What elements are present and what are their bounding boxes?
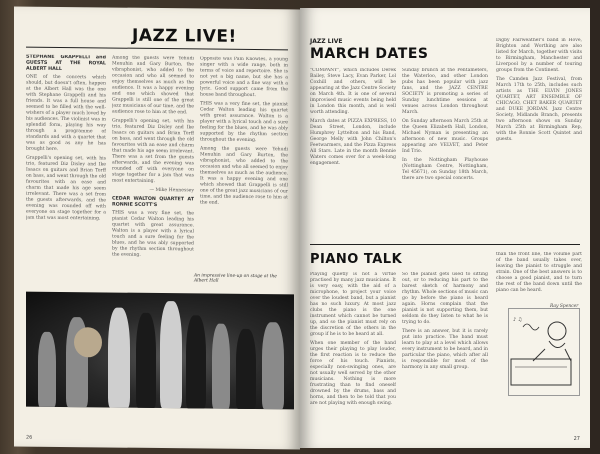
section-heading: CEDAR WALTON QUARTET AT RONNIE SCOTT'S: [112, 196, 194, 209]
paragraph: There is an answer, but it is rarely put into practice. The band must learn to play at a level which allows every instrument to be heard, and in particular the piano, which after all is responsible for most of the harmony in any small group.: [402, 329, 488, 370]
paragraph: On Sunday afternoon March 25th at the Queen Elizabeth Hall, London, Michael Nyman is presenting an afternoon of new music. Groups appearing are VELVET, and Peter Ind Trio.: [402, 119, 488, 154]
paragraph: THIS was a very fine set, the pianist Cedar Walton leading his quartet with great assurance. Walton is a player with a lyrical touch and a sure feeling for the blues, and he was ably supported by the rhythm section throughout the evening.: [200, 101, 288, 144]
svg-text:♪ ♫: ♪ ♫: [513, 317, 523, 323]
paragraph: When one member of the band urges their playing to play louder, the first reaction is to reduce the force of his touch. Pianists, especially non-swinging ones, are not usually well served by the other musicians. Nothing is more frustrating than to find oneself drowned by the drums, bass and horns, and then to be told that you are not playing with enough swing.: [310, 341, 396, 406]
section-rule: [310, 244, 580, 245]
piano-column-1: [310, 272, 396, 432]
paragraph: Digby Fairweather's band in Hove, Brighton and Worthing are also listed for March, together with visits to Birmingham, Manchester and Liverpool by a number of touring groups from the Continent.: [496, 38, 582, 73]
page-number: 27: [573, 436, 580, 442]
paragraph: Sunday brunch at the Pentameters, the Waterloo, and other London pubs has been popular with jazz fans, and the JAZZ CENTRE SOCIETY is promoting a series of Sunday lunchtime sessions at venues across London throughout March.: [402, 68, 488, 115]
page-title: JAZZ LIVE!: [132, 25, 237, 47]
paragraph: Grappelli's opening set, with his trio, featured Diz Disley and Ike Isaacs on guitars and Brian Torff on bass, and went through the old favourites with an ease and charm that made his age seem irrelevant. There was a set from the guests afterwards, and the evening was rounded off with everyone on stage together for a jam that was most entertaining.: [112, 118, 194, 184]
paragraph: "COMPANY", which includes Derek Bailey, Steve Lacy, Evan Parker, Lol Coxhill and others, will be appearing at the Jazz Centre Society on March 4th. It is one of several improvised music events being held in London this month, and is well worth attending.: [310, 68, 396, 115]
article-column-3: [200, 56, 288, 269]
dates-column-3: [496, 38, 582, 236]
article-column-1: [26, 55, 106, 288]
paragraph: ONE of the concerts which should, but doesn't often, happen at the Albert Hall was the one with Stephane Grappelli and his friends. It was a full house and seemed to be filled with the well-wishers of a player much loved by his audiences. The violinist was in splendid form, playing his way through a programme of standards and with a quartet that was as good as any he has brought here.: [26, 74, 106, 152]
right-page: [300, 8, 590, 448]
concert-photo: [26, 292, 294, 410]
paragraph: Among the guests were Yehudi Menuhin and Gary Burton, the vibraphonist, who added to the occasion and who all seemed to enjoy themselves as much as the audience. It was a happy evening and one which showed that Grappelli is still one of the great jazz musicians of our time, and the audience rose to him at the end.: [112, 55, 194, 116]
piano-column-2: [402, 272, 488, 432]
article-column-2: Among the guests were Yehudi Menuhin and Gary Burton, the vibraphonist, who added to the occasion and who all seemed to enjoy themselves as much as the audience. It was a happy evening and one which showed that Grappelli is still one of the great jazz musicians of our time, and the audience rose to him at the end. Grappelli's opening set, with his trio, featured Diz Disley and Ike Isaacs on guitars and Brian Torff on bass, and went through the old favourites with an ease and charm that made his age seem irrelevant. There was a set from the guests afterwards, and the evening was rounded off with everyone on stage together for a jam that was most entertaining. — Mike Hennessey CEDAR WALTON QUARTET AT RONNIE SCOTT'S THIS was a very fine set, the pianist Cedar Walton leading his quartet with great assurance. Walton is a player with a lyrical touch and a sure feeling for the blues, and he was ably supported by the rhythm section throughout the evening.: [112, 55, 194, 258]
piano-talk-title: PIANO TALK: [310, 252, 403, 267]
left-page: [14, 7, 300, 450]
paragraph: Grappelli's opening set, with his trio, featured Diz Disley and Ike Isaacs on guitars and Brian Torff on bass, and went through the old favourites with an ease and charm that made his age seem irrelevant. There was a set from the guests afterwards, and the evening was rounded off with everyone on stage together for a jam that was most entertaining.: [26, 155, 106, 222]
paragraph: Opposite was Pam Knowles, a young singer with a wide range, both in terms of voice and repertoire. She is not yet a big name, but she has a powerful voice and a fine way with a lyric. Good support came from the house band throughout.: [200, 56, 288, 99]
paragraph: THIS was a very fine set, the pianist Cedar Walton leading his quartet with great assurance. Walton is a player with a lyrical touch and a sure feeling for the blues, and he was ably supported by the rhythm section throughout the evening.: [112, 210, 194, 258]
page-number: 26: [26, 434, 33, 441]
pianist-cartoon-icon: [509, 309, 581, 397]
section-heading: STEPHANE GRAPPELLI and GUESTS AT THE ROYAL ALBERT HALL: [26, 54, 106, 73]
paragraph: than the front line, the volume part of the band usually takes over, leaving the pianist to struggle and strain. One of the best answers is to choose a good pianist, and to turn the rest of the band down until the piano can be heard.: [496, 252, 582, 293]
paragraph: The Camden Jazz Festival, from March 17th to 25th, includes such artists as THE ELVIN JONES QUARTET, ART ENSEMBLE OF CHICAGO, CHET BAKER QUARTET and DUKE JORDAN. Jazz Centre Society, Midlands Branch, presents two afternoon shows on Sunday March 25th at Birmingham Rep, with the Ronnie Scott Quintet and guests.: [496, 77, 582, 142]
photo-caption: An impressive line-up on stage at the Albert Hall: [194, 273, 277, 285]
section-kicker: JAZZ LIVE: [310, 38, 343, 45]
dates-column-2: [402, 68, 488, 236]
piano-column-3: [496, 252, 582, 304]
paragraph: Playing quietly is not a virtue practised by many jazz musicians. It is very easy, with the aid of a microphone, to project your voice over the loudest band, but a pianist has no such luxury. At most jazz clubs the piano is the one instrument which cannot be turned up, and so the pianist must rely on the discretion of the others in the group if he is to be heard at all.: [310, 272, 396, 337]
paragraph: Among the guests were Yehudi Menuhin and Gary Burton, the vibraphonist, who added to the occasion and who all seemed to enjoy themselves as much as the audience. It was a happy evening and one which showed that Grappelli is still one of the great jazz musicians of our time, and the audience rose to him at the end.: [200, 146, 288, 206]
cartoon-illustration: [508, 308, 580, 396]
page-title: MARCH DATES: [310, 46, 429, 62]
paragraph: March dates at PIZZA EXPRESS, 10 Dean Street, London, include Humphrey Lyttelton and his Band, George Melly with John Chilton's Feetwarmers, and the Pizza Express All Stars. Late in the month Bennie Waters comes over for a week-long engagement.: [310, 119, 396, 166]
byline: Mike Hennessey: [155, 187, 194, 194]
cartoon-credit: Ray Spencer: [550, 304, 579, 309]
title-rule: [26, 47, 288, 51]
dates-column-1: [310, 68, 396, 236]
paragraph: In the Nottingham Playhouse (Nottingham Centre, Nottingham, Tel 45671), on Sunday 18th March, there are two special concerts.: [402, 158, 488, 181]
paragraph: So the pianist gets used to sitting out, or to reducing his part to the barest sketch of harmony and rhythm. Whole sections of music can go by before the piano is heard again. Horns complain that the pianist is not supporting them, but seldom do they listen to what he is trying to do.: [402, 272, 488, 325]
